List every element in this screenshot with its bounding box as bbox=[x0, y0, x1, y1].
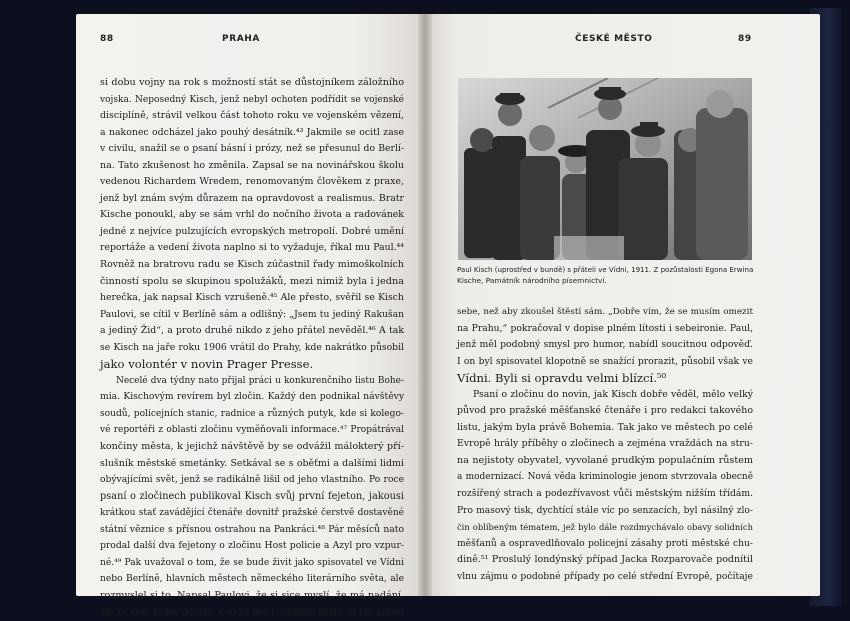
text-line: končiny města, k jejichž návštěvě by se odvážil málokterý pří- bbox=[100, 439, 404, 456]
right-running-head: ČESKÉ MĚSTO bbox=[575, 34, 652, 44]
text-line: nebo Berlíně, hlavních městech německého literárního světa, ale bbox=[100, 571, 404, 588]
text-line: státní věznice s přísnou ostrahou na Pankráci.⁴⁸ Pár měsíců nato bbox=[100, 522, 404, 539]
text-line: činností spolu se skupinou spolužáků, mezi nimiž byla i jedna bbox=[100, 274, 404, 291]
left-page-text bbox=[100, 75, 404, 621]
text-line: I on byl spisovatel klopotně se snažící prorazit, působil však ve bbox=[457, 354, 753, 371]
historical-photo bbox=[458, 78, 752, 260]
text-line: a modernizací. Nová věda kriminologie jenom stvrzovala obecně bbox=[457, 469, 753, 486]
text-line: herečka, jak napsal Kisch vzrušeně.⁴⁵ Ale přesto, svěřil se Kisch bbox=[100, 290, 404, 307]
text-line: obývajícími svět, jenž se radikálně lišil od jeho vlastního. Po roce bbox=[100, 472, 404, 489]
text-line: rozmyslel si to. Napsal Paulovi, že si sice myslí, že má nadání, bbox=[100, 588, 404, 605]
text-line: slušník městské smetánky. Setkával se s oběťmi a dalšími lidmi bbox=[100, 456, 404, 473]
text-line: se Kisch na jaře roku 1906 vrátil do Prahy, kde nakrátko působil bbox=[100, 340, 404, 357]
text-line: vlnu zájmu o podobné případy po celé střední Evropě, počítaje bbox=[457, 569, 753, 586]
text-line: Rovněž na bratrovu radu se Kisch zúčastnil řady mimoškolních bbox=[100, 257, 404, 274]
text-line: prodal další dva fejetony o zločinu Host policie a Azyl pro vzpur- bbox=[100, 538, 404, 555]
text-line: Psaní o zločinu do novin, jak Kisch dobře věděl, mělo velký bbox=[457, 387, 753, 404]
caption-line: Kische, Památník národního písemnictví. bbox=[457, 275, 757, 286]
text-line: vedenou Richardem Wredem, renomovaným člověkem z praxe, bbox=[100, 174, 404, 191]
right-page-number: 89 bbox=[738, 34, 752, 44]
book-gutter bbox=[418, 14, 432, 596]
text-line: psaní o zločinech publikoval Kisch svůj první fejeton, jakousi bbox=[100, 489, 404, 506]
text-line: Evropě hrály příběhy o zločinech a zejména vraždách na stru- bbox=[457, 436, 753, 453]
text-line: čin oblíbeným tématem, jež bylo dále rozdmychávalo obavy solidních bbox=[457, 519, 753, 536]
text-line: vé reportéři z oblasti zločinu vyměňovali informace.⁴⁷ Propátrával bbox=[100, 422, 404, 439]
text-line: ale že není žádný génius, a tudíž musí spoléhat spíše na lidi kolem bbox=[100, 605, 404, 621]
text-line: dině.⁵¹ Proslulý londýnský případ Jacka Rozparovače podnítil bbox=[457, 552, 753, 569]
text-line: původ pro pražské měšťanské čtenáře i pro redakci takového bbox=[457, 403, 753, 420]
text-line: Paulovi, se cítil v Berlíně sám a odlišný: „Jsem tu jediný Rakušan bbox=[100, 307, 404, 324]
text-line: v civilu, snažil se o psaní básní i prózy, než se přesunul do Berlí- bbox=[100, 141, 404, 158]
text-line: jenž měl podobný smysl pro humor, nabídl soucitnou odpověď. bbox=[457, 337, 753, 354]
text-line: Necelé dva týdny nato přijal práci u konkurenčního listu Bohe- bbox=[100, 373, 404, 390]
text-line: měšťanů a ospravedlňovalo policejní zásahy proti městské chu- bbox=[457, 536, 753, 553]
text-line: disciplíně, strávil velkou část tohoto roku ve vojenském vězení, bbox=[100, 108, 404, 125]
text-line: Kische ponoukl, aby se sám vrhl do nočního života a radovánek bbox=[100, 207, 404, 224]
text-line: krátkou stať zavádějící čtenáře dovnitř pražské čerstvě dostavěné bbox=[100, 505, 404, 522]
text-line: Pro masový tisk, dychtící stále víc po senzacích, byl násilný zlo- bbox=[457, 503, 753, 520]
caption-line: Paul Kisch (uprostřed v bundě) s přáteli ve Vídni, 1911. Z pozůstalosti Egona Erwina bbox=[457, 264, 757, 275]
text-line: soudů, policejních stanic, radnice a různých putyk, kde si kolego- bbox=[100, 406, 404, 423]
text-line: listu, jakým byla právě Bohemia. Tak jako ve městech po celé bbox=[457, 420, 753, 437]
text-line: jenž byl znám svým důrazem na opravdovost a realismus. Bratr bbox=[100, 191, 404, 208]
text-line: jedné z nejvíce pulzujících evropských metropolí. Dobré umění bbox=[100, 224, 404, 241]
text-line: vojska. Neposedný Kisch, jenž nebyl ochoten podřídit se vojenské bbox=[100, 92, 404, 109]
text-line: rozšířený strach a podezřívavost vůči městským nižším třídám. bbox=[457, 486, 753, 503]
text-line: na. Tato zkušenost ho změnila. Zapsal se na novinářskou školu bbox=[100, 158, 404, 175]
text-line: na nejistoty obyvatel, vyvolané prudkým populačním růstem bbox=[457, 453, 753, 470]
photo-caption bbox=[457, 264, 757, 286]
text-line: reportáže a vedení života naplno si to vyžaduje, říkal mu Paul.⁴⁴ bbox=[100, 240, 404, 257]
text-line: mia. Kischovým revírem byl zločin. Každý den podnikal návštěvy bbox=[100, 389, 404, 406]
left-running-head: PRAHA bbox=[222, 34, 260, 44]
text-line: si dobu vojny na rok s možností stát se důstojníkem záložního bbox=[100, 75, 404, 92]
text-line: sebe, než aby zkoušel štěstí sám. „Dobře vím, že se musím omezit bbox=[457, 304, 753, 321]
text-line: jako volontér v novin Prager Presse. bbox=[100, 356, 404, 373]
text-line: né.⁴⁹ Pak uvažoval o tom, že se bude živit jako spisovatel ve Vídni bbox=[100, 555, 404, 572]
text-line: na Prahu,“ pokračoval v dopise plném lítosti i sebeironie. Paul, bbox=[457, 321, 753, 338]
text-line: a nakonec odcházel jako pouhý desátník.⁴³ Jakmile se ocitl zase bbox=[100, 125, 404, 142]
right-page-text bbox=[457, 304, 753, 585]
photo-illustration bbox=[458, 78, 752, 260]
left-page-number: 88 bbox=[100, 34, 114, 44]
text-line: a jediný Žid“, a proto druhé nikdo z jeho přátel nevěděl.⁴⁶ A tak bbox=[100, 323, 404, 340]
text-line: Vídni. Byli si opravdu velmi blízcí.⁵⁰ bbox=[457, 370, 753, 387]
